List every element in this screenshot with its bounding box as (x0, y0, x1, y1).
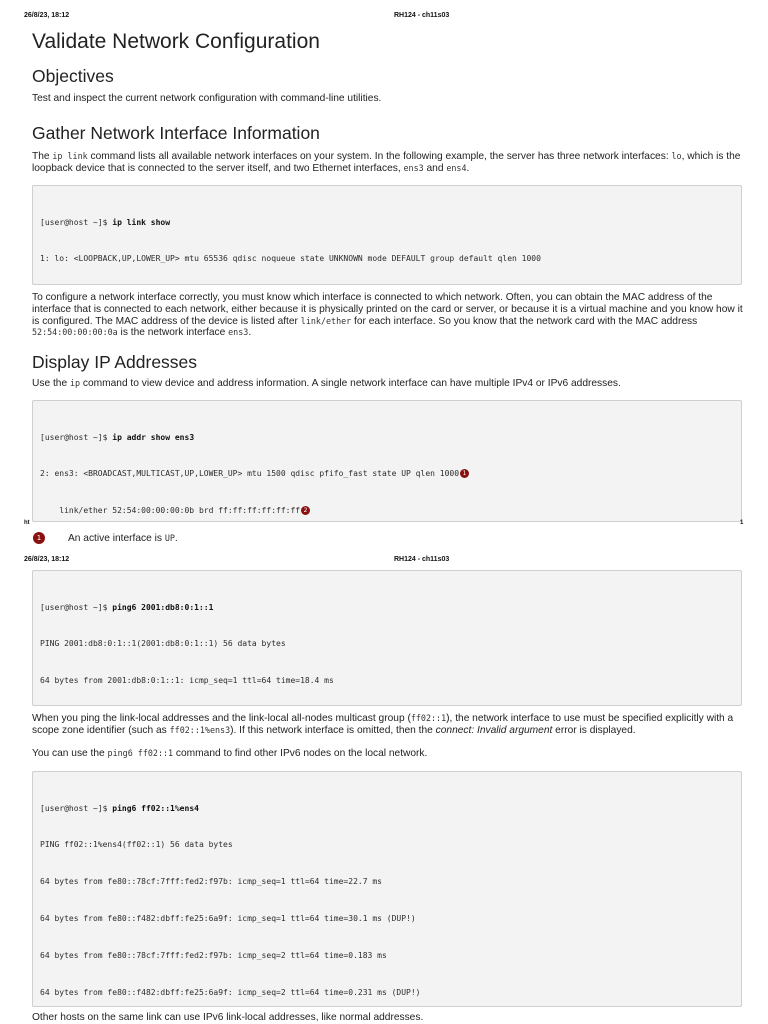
print-date: 26/8/23, 18:12 (24, 12, 70, 19)
ping6-global-code-block (32, 570, 742, 706)
code-line: link/ether 52:54:00:00:00:0b brd ff:ff:ff:ff:ff:ff 2 (40, 505, 734, 517)
objectives-heading: Objectives (32, 66, 114, 86)
code-line: 64 bytes from fe80::78cf:7fff:fed2:f97b: icmp_seq=2 ttl=64 time=0.183 ms (40, 951, 387, 961)
page-header-top (24, 12, 744, 24)
page-header-second (24, 556, 744, 568)
objectives-text: Test and inspect the current network configuration with command-line utilities. (32, 93, 382, 104)
callout-text: An active interface is UP. (68, 533, 178, 544)
code-line: [user@host ~]$ ping6 ff02::1%ens4 (40, 803, 199, 813)
code-line: 64 bytes from fe80::78cf:7fff:fed2:f97b: icmp_seq=1 ttl=64 time=22.7 ms (40, 877, 382, 887)
code-line: [user@host ~]$ ip addr show ens3 (40, 432, 195, 442)
find-nodes-paragraph: You can use the ping6 ff02::1 command to find other IPv6 nodes on the local network. (32, 748, 428, 759)
mac-address-paragraph: To configure a network interface correctly, you must know which interface is connected to which network. Often, you can obtain the MAC address of the interface that is connected to each network, either because it is physically printed on the card or server, or because it is a virtual machine and you know how it is configured. The MAC address of the device is listed after link/ether for each interface. So you know that the network card with the MAC address 52:54:00:00:00:0a is the network interface ens3. (32, 292, 743, 339)
code-line: 64 bytes from 2001:db8:0:1::1: icmp_seq=1 ttl=64 time=18.4 ms (40, 676, 334, 686)
code-line: 1: lo: <LOOPBACK,UP,LOWER_UP> mtu 65536 qdisc noqueue state UNKNOWN mode DEFAULT group default qlen 1000 (40, 254, 541, 264)
print-doc-title: RH124 - ch11s03 (394, 12, 450, 19)
print-date: 26/8/23, 18:12 (24, 556, 70, 563)
gather-paragraph: The ip link command lists all available network interfaces on your system. In the following example, the server has three network interfaces: lo, which is the loopback device that is connected to the server itself, and two Ethernet interfaces, ens3 and ens4. (32, 151, 741, 174)
ip-addr-code-block (32, 400, 742, 522)
ip-link-code-block (32, 185, 742, 285)
callout-badge: 1 (33, 532, 45, 544)
code-line: 64 bytes from fe80::f482:dbff:fe25:6a9f: icmp_seq=1 ttl=64 time=30.1 ms (DUP!) (40, 914, 416, 924)
ping6-multicast-code-block (32, 771, 742, 1007)
print-doc-title: RH124 - ch11s03 (394, 556, 450, 563)
callout-badge: 1 (460, 469, 469, 478)
gather-heading: Gather Network Interface Information (32, 123, 320, 143)
page-footer-right: 1 (740, 520, 744, 526)
page-footer-left: ht (24, 520, 30, 526)
display-ip-heading: Display IP Addresses (32, 352, 198, 372)
callout-list (32, 532, 732, 544)
code-line: PING ff02::1%ens4(ff02::1) 56 data bytes (40, 840, 233, 850)
callout-badge: 2 (301, 506, 310, 515)
code-line: [user@host ~]$ ping6 2001:db8:0:1::1 (40, 602, 214, 612)
closing-paragraph: Other hosts on the same link can use IPv6 link-local addresses, like normal addresses. (32, 1012, 424, 1023)
code-line: 64 bytes from fe80::f482:dbff:fe25:6a9f: icmp_seq=2 ttl=64 time=0.231 ms (DUP!) (40, 988, 421, 998)
code-line: 2: ens3: <BROADCAST,MULTICAST,UP,LOWER_UP> mtu 1500 qdisc pfifo_fast state UP qlen 1000 1 (40, 468, 734, 480)
code-line: [user@host ~]$ ip link show (40, 217, 171, 227)
link-local-paragraph: When you ping the link-local addresses and the link-local all-nodes multicast group (ff02::1), the network interface to use must be specified explicitly with a scope zone identifier (such as ff02::1%ens3). If this network interface is omitted, then the connect: Invalid argument error is displayed. (32, 713, 734, 736)
page-title: Validate Network Configuration (32, 30, 320, 53)
display-ip-paragraph: Use the ip command to view device and address information. A single network interface can have multiple IPv4 or IPv6 addresses. (32, 378, 621, 389)
code-line: PING 2001:db8:0:1::1(2001:db8:0:1::1) 56 data bytes (40, 639, 286, 649)
